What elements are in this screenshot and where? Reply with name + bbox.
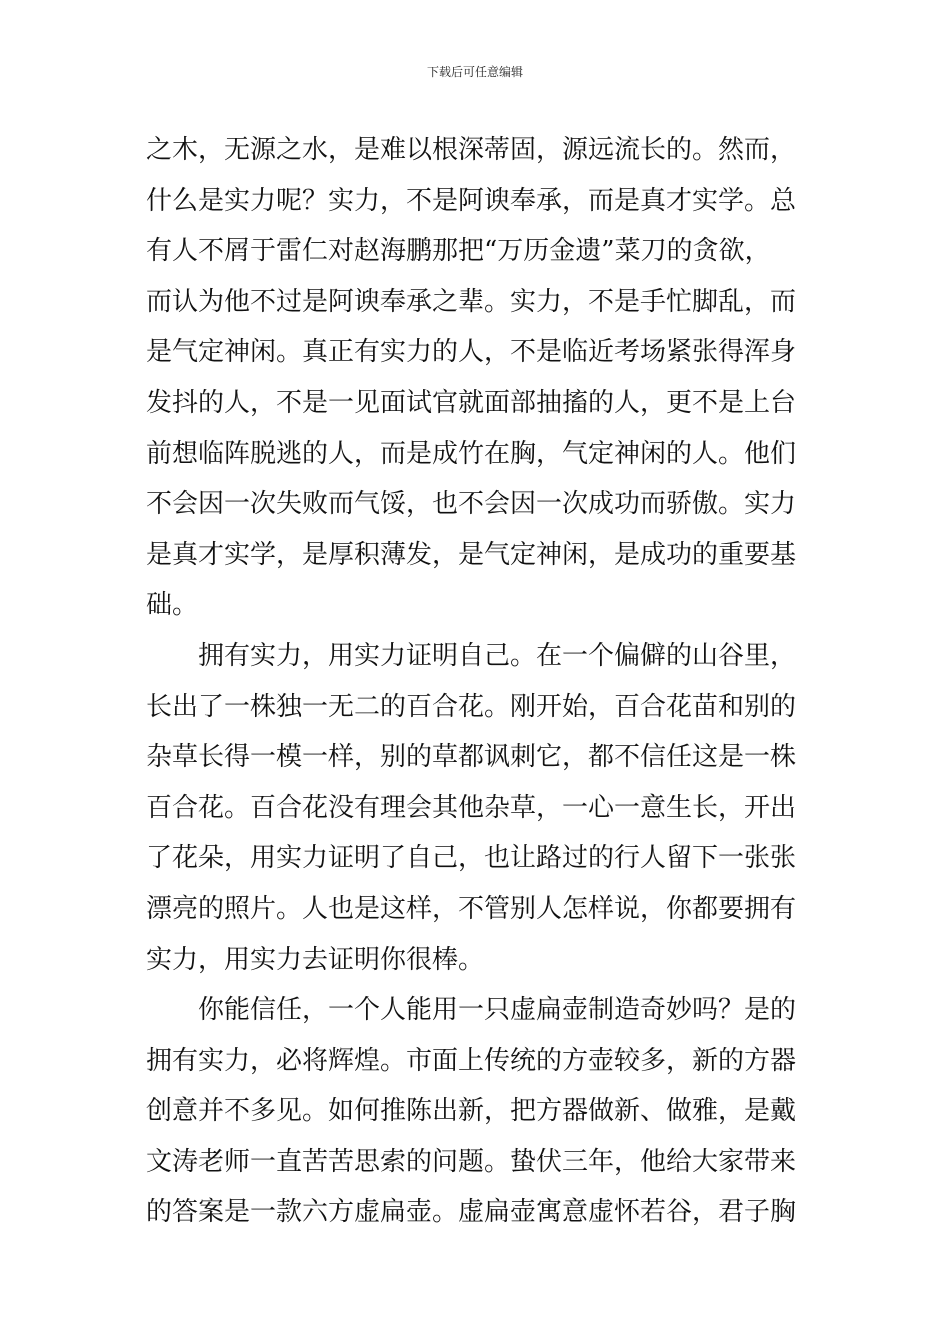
text-line-11: 拥有实力，用实力证明自己。在一个偏僻的山谷里，: [146, 640, 797, 671]
text-line-7: 前想临阵脱逃的人，而是成竹在胸，气定神闲的人。他们: [146, 438, 797, 469]
text-line-20: 创意并不多见。如何推陈出新，把方器做新、做雅，是戴: [146, 1096, 797, 1127]
text-line-14: 百合花。百合花没有理会其他杂草，一心一意生长，开出: [146, 792, 797, 823]
text-line-3: 有人不屑于雷仁对赵海鹏那把“万历金遗”菜刀的贪欲，: [146, 236, 771, 267]
text-line-18: 你能信任，一个人能用一只虚扁壶制造奇妙吗？是的: [146, 995, 797, 1026]
text-line-22: 的答案是一款六方虚扁壶。虚扁壶寓意虚怀若谷，君子胸: [146, 1197, 797, 1228]
text-line-4: 而认为他不过是阿谀奉承之辈。实力，不是手忙脚乱，而: [146, 286, 797, 317]
text-line-19: 拥有实力，必将辉煌。市面上传统的方壶较多，新的方器: [146, 1045, 797, 1076]
page-header: 下载后可任意编辑: [426, 65, 523, 79]
text-line-13: 杂草长得一模一样，别的草都讽刺它，都不信任这是一株: [146, 742, 797, 773]
text-line-15: 了花朵，用实力证明了自己，也让路过的行人留下一张张: [146, 843, 797, 874]
text-line-17: 实力，用实力去证明你很棒。: [146, 944, 485, 975]
text-line-16: 漂亮的照片。人也是这样，不管别人怎样说，你都要拥有: [146, 893, 797, 924]
text-line-8: 不会因一次失败而气馁，也不会因一次成功而骄傲。实力: [146, 489, 797, 520]
text-line-6: 发抖的人，不是一见面试官就面部抽搐的人，更不是上台: [146, 387, 797, 418]
text-line-2: 什么是实力呢？实力，不是阿谀奉承，而是真才实学。总: [146, 185, 797, 216]
text-line-5: 是气定神闲。真正有实力的人，不是临近考场紧张得浑身: [146, 337, 797, 368]
text-line-21: 文涛老师一直苦苦思索的问题。蛰伏三年，他给大家带来: [146, 1146, 797, 1177]
document-body: [146, 125, 810, 1238]
text-line-12: 长出了一株独一无二的百合花。刚开始，百合花苗和别的: [146, 691, 797, 722]
text-line-9: 是真才实学，是厚积薄发，是气定神闲，是成功的重要基: [146, 539, 797, 570]
text-line-10: 础。: [146, 590, 199, 621]
text-line-1: 之木，无源之水，是难以根深蒂固，源远流长的。然而，: [146, 135, 797, 165]
